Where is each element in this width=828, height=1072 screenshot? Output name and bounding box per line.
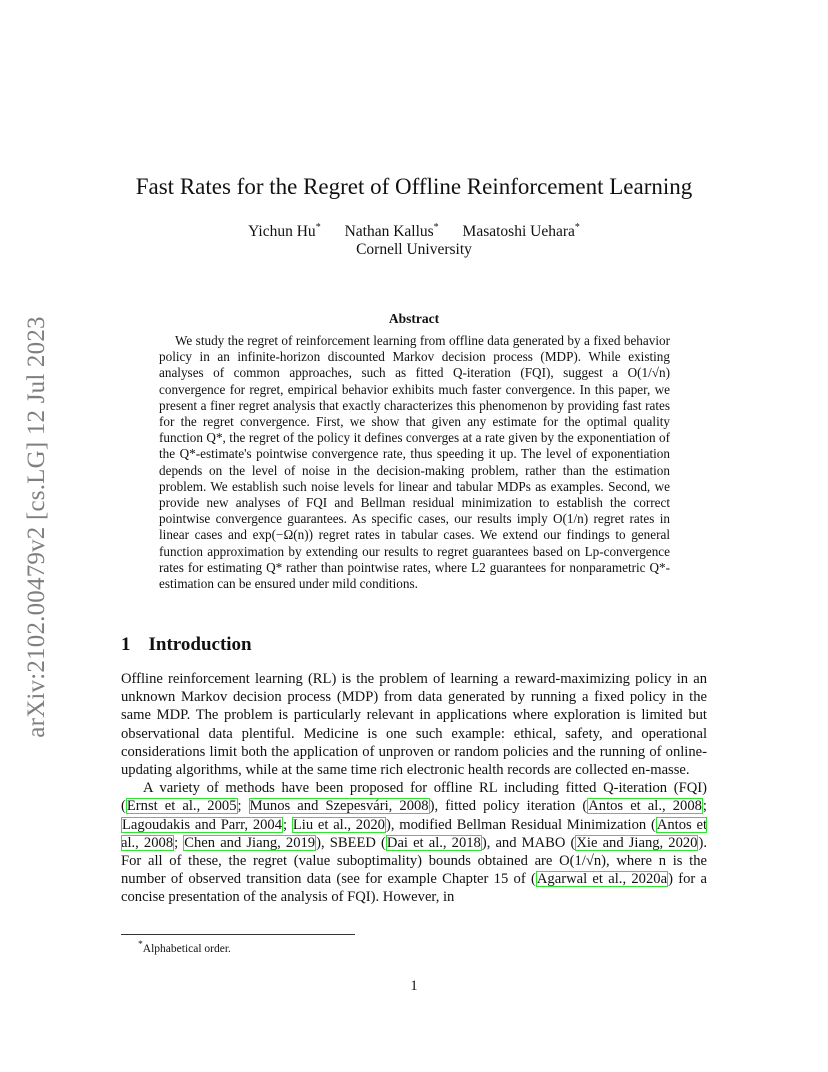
citation-link[interactable]: Antos et al., 2008 [121,816,708,851]
introduction-text [121,670,707,907]
section-number: 1 [121,634,131,655]
citation-link[interactable]: Agarwal et al., 2020a [536,871,668,888]
citation-link[interactable]: Chen and Jiang, 2019 [184,834,316,851]
citation-link[interactable]: Ernst et al., 2005 [126,798,237,815]
citation-link[interactable]: Dai et al., 2018 [386,834,481,851]
affiliation: Cornell University [356,241,472,258]
paragraph-1: Offline reinforcement learning (RL) is the problem of learning a reward-maximizing policy in an unknown Markov decision process (MDP) from data generated by running a fixed policy in the same MDP. The problem is particularly relevant in applications where exploration is limited but observational data plentiful. Medicine is one such example: ethical, safety, and operational considerations limit both the application of unproven or random policies and the running of online-updating algorithms, while at the same time rich electronic health records are collected en-masse. [121,671,707,779]
page-number: 1 [410,978,418,994]
author-list [0,222,828,241]
citation-link[interactable]: Lagoudakis and Parr, 2004 [122,816,283,833]
author-2: Nathan Kallus* [344,222,439,241]
footnote-rule [121,934,355,935]
footnote: *Alphabetical order. [138,939,231,955]
section-heading [121,634,252,656]
citation-link[interactable]: Liu et al., 2020 [292,816,385,833]
citation-link[interactable]: Xie and Jiang, 2020 [576,834,698,851]
section-title: Introduction [148,634,252,655]
abstract-heading: Abstract [388,311,440,326]
arxiv-sidebar-stamp [22,296,52,758]
citation-link[interactable]: Munos and Szepesvári, 2008 [249,798,429,815]
citation-link[interactable]: Antos et al., 2008 [588,798,702,815]
paper-title: Fast Rates for the Regret of Offline Reinforcement Learning [135,174,693,199]
author-1: Yichun Hu* [248,222,321,241]
abstract-body: We study the regret of reinforcement learning from offline data generated by a fixed behavior policy in an infinite-horizon discounted Markov decision process (MDP). While existing analyses of common approaches, such as fitted Q-iteration (FQI), suggest a O(1/√n) convergence for regret, empirical behavior exhibits much faster convergence. In this paper, we present a finer regret analysis that exactly characterizes this phenomenon by providing fast rates for the regret convergence. First, we show that given any estimate for the optimal quality function Q*, the regret of the policy it defines converges at a rate given by the exponentiation of the Q*-estimate's pointwise convergence rate, thus speeding it up. The level of exponentiation depends on the level of noise in the decision-making problem, rather than the estimation problem. We establish such noise levels for linear and tabular MDPs as examples. Second, we provide new analyses of FQI and Bellman residual minimization to establish the correct pointwise convergence guarantees. As specific cases, our results imply O(1/n) regret rates in linear cases and exp(−Ω(n)) regret rates in tabular cases. We extend our findings to general function approximation by extending our results to regret guarantees based on Lp-convergence rates for estimating Q* rather than pointwise rates, where L2 guarantees for nonparametric Q*-estimation can be ensured under mild conditions. [159,333,670,592]
author-3: Masatoshi Uehara* [462,222,580,241]
arxiv-id-label: arXiv:2102.00479v2 [cs.LG] 12 Jul 2023 [23,316,50,738]
paragraph-2: A variety of methods have been proposed for offline RL including fitted Q-iteration (FQI) (Ernst et al., 2005; Munos and Szepesvári, 2008), fitted policy iteration (Antos et al., 2008; Lagoudakis and Parr, 2004; Liu et al., 2020), modified Bellman Residual Minimization (Antos et al., 2008; Chen and Jiang, 2019), SBEED (Dai et al., 2018), and MABO (Xie and Jiang, 2020). For all of these, the regret (value suboptimality) bounds obtained are O(1/√n), where n is the number of observed transition data (see for example Chapter 15 of (Agarwal et al., 2020a) for a concise presentation of the analysis of FQI). However, in [121,780,708,906]
